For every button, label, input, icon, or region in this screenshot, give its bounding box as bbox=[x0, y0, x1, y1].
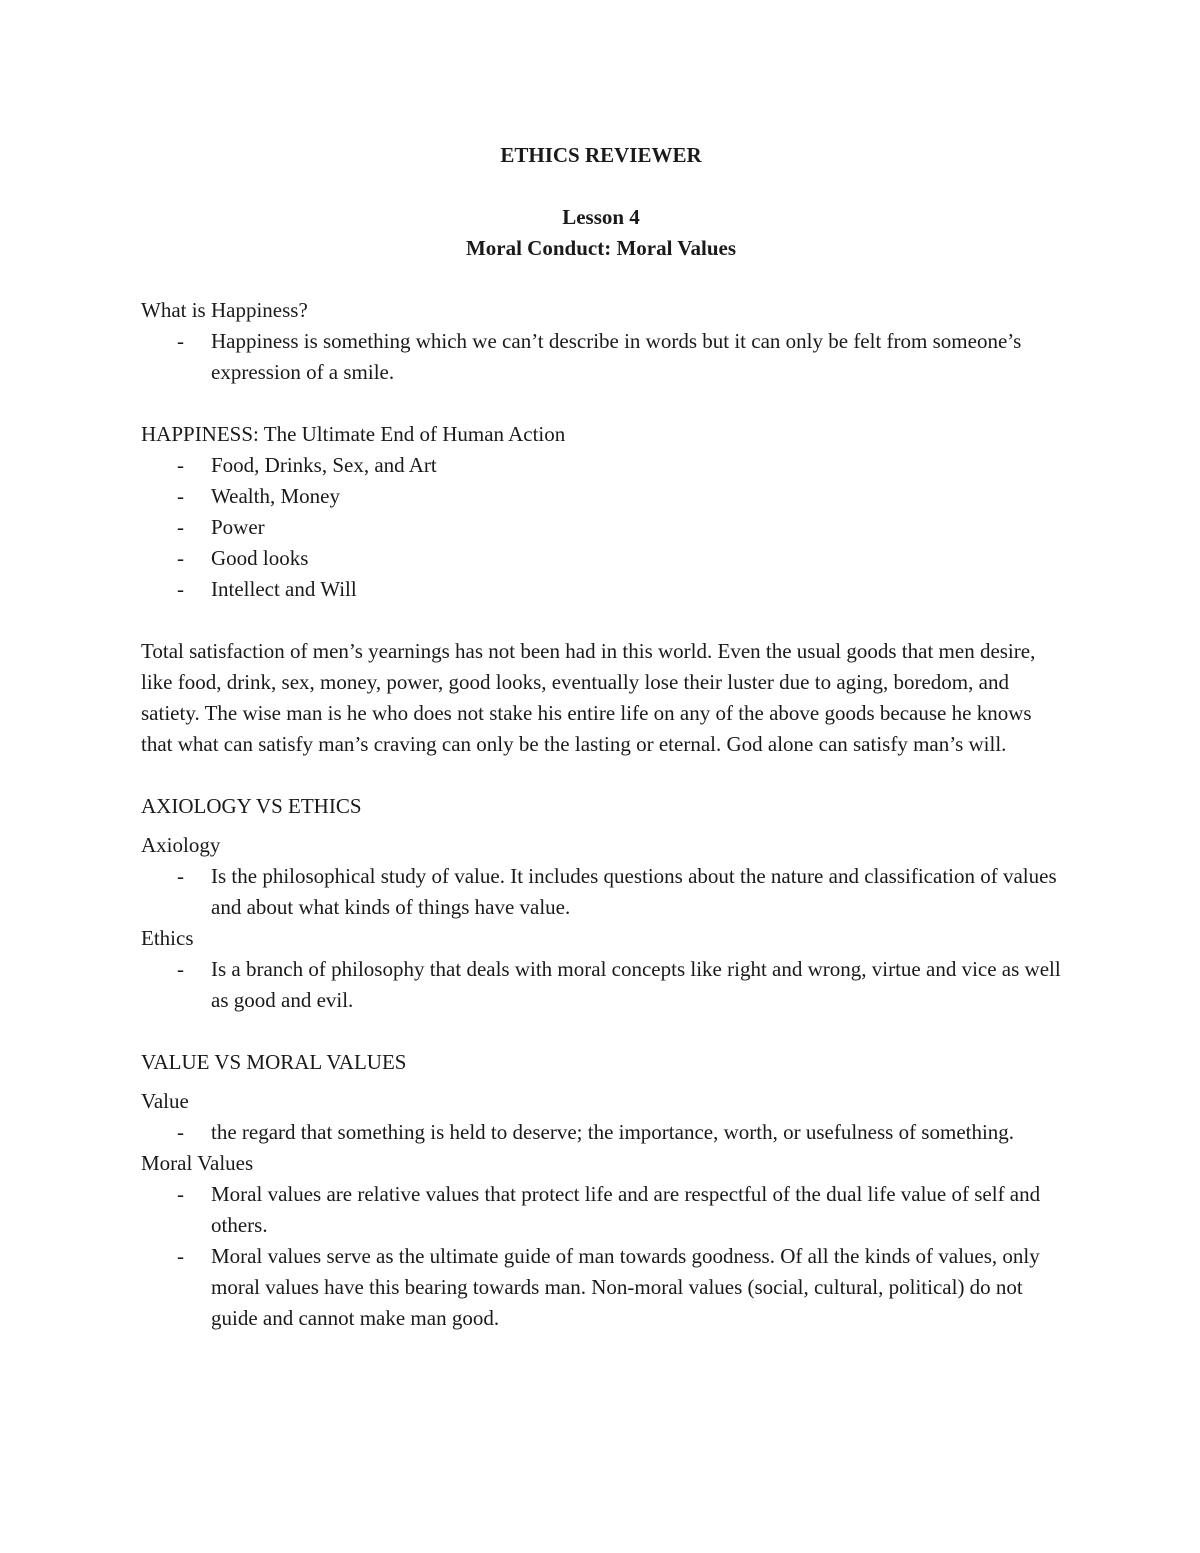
axiology-list bbox=[141, 861, 1061, 923]
list-item bbox=[141, 512, 1061, 543]
list-item bbox=[141, 543, 1061, 574]
document-page bbox=[141, 130, 1061, 1334]
dash-bullet: - bbox=[177, 546, 184, 570]
list-item-text: Is a branch of philosophy that deals with moral concepts like right and wrong, virtue and vice as well as good and evil. bbox=[211, 957, 1061, 1012]
moral-values-label: Moral Values bbox=[141, 1151, 254, 1175]
list-item bbox=[141, 450, 1061, 481]
list-item-text: the regard that something is held to deserve; the importance, worth, or usefulness of something. bbox=[211, 1120, 1015, 1144]
dash-bullet: - bbox=[177, 484, 184, 508]
axiology-label: Axiology bbox=[141, 833, 221, 857]
list-item bbox=[141, 1241, 1061, 1334]
list-item bbox=[141, 1117, 1061, 1148]
dash-bullet: - bbox=[177, 1244, 184, 1268]
dash-bullet: - bbox=[177, 329, 184, 353]
list-item bbox=[141, 574, 1061, 605]
happiness-question: What is Happiness? bbox=[141, 298, 308, 322]
spacer bbox=[141, 822, 1061, 830]
spacer bbox=[141, 264, 1061, 295]
list-item bbox=[141, 481, 1061, 512]
value-moral-heading: VALUE VS MORAL VALUES bbox=[141, 1050, 407, 1074]
body-paragraph: Total satisfaction of men’s yearnings has not been had in this world. Even the usual goods that men desire, like food, drink, sex, money, power, good looks, eventually lose their luster due to aging, boredom, and satiety. The wise man is he who does not stake his entire life on any of the above goods because he knows that what can satisfy man’s craving can only be the lasting or eternal. God alone can satisfy man’s will. bbox=[141, 639, 1036, 756]
list-item-text: Moral values serve as the ultimate guide of man towards goodness. Of all the kinds of values, only moral values have this bearing towards man. Non-moral values (social, cultural, political) do not guide and cannot make man good. bbox=[211, 1244, 1040, 1330]
dash-bullet: - bbox=[177, 577, 184, 601]
spacer bbox=[141, 388, 1061, 419]
list-item-text: Wealth, Money bbox=[211, 484, 340, 508]
list-item-text: Good looks bbox=[211, 546, 309, 570]
spacer bbox=[141, 1016, 1061, 1047]
lesson-subtitle: Moral Conduct: Moral Values bbox=[465, 236, 737, 260]
list-item-text: Moral values are relative values that protect life and are respectful of the dual life value of self and others. bbox=[211, 1182, 1041, 1237]
spacer bbox=[141, 1078, 1061, 1086]
list-item bbox=[141, 326, 1061, 388]
document-title: ETHICS REVIEWER bbox=[500, 143, 702, 167]
value-list bbox=[141, 1117, 1061, 1148]
list-item-text: Food, Drinks, Sex, and Art bbox=[211, 453, 437, 477]
spacer bbox=[141, 760, 1061, 791]
dash-bullet: - bbox=[177, 453, 184, 477]
list-item-text: Intellect and Will bbox=[211, 577, 357, 601]
happiness-list bbox=[141, 326, 1061, 388]
dash-bullet: - bbox=[177, 1182, 184, 1206]
lesson-number: Lesson 4 bbox=[562, 205, 640, 229]
list-item bbox=[141, 954, 1061, 1016]
ethics-label: Ethics bbox=[141, 926, 194, 950]
dash-bullet: - bbox=[177, 515, 184, 539]
list-item-text: Is the philosophical study of value. It includes questions about the nature and classification of values and about what kinds of things have value. bbox=[211, 864, 1057, 919]
dash-bullet: - bbox=[177, 1120, 184, 1144]
moral-values-list bbox=[141, 1179, 1061, 1334]
ethics-list bbox=[141, 954, 1061, 1016]
axiology-ethics-heading: AXIOLOGY VS ETHICS bbox=[141, 794, 362, 818]
lesson-block bbox=[141, 202, 1061, 264]
spacer bbox=[141, 605, 1061, 636]
dash-bullet: - bbox=[177, 864, 184, 888]
list-item-text: Power bbox=[211, 515, 265, 539]
value-label: Value bbox=[141, 1089, 189, 1113]
list-item bbox=[141, 1179, 1061, 1241]
dash-bullet: - bbox=[177, 957, 184, 981]
ultimate-end-list bbox=[141, 450, 1061, 605]
ultimate-end-heading: HAPPINESS: The Ultimate End of Human Action bbox=[141, 422, 566, 446]
list-item-text: Happiness is something which we can’t describe in words but it can only be felt from someone’s expression of a smile. bbox=[211, 329, 1022, 384]
list-item bbox=[141, 861, 1061, 923]
